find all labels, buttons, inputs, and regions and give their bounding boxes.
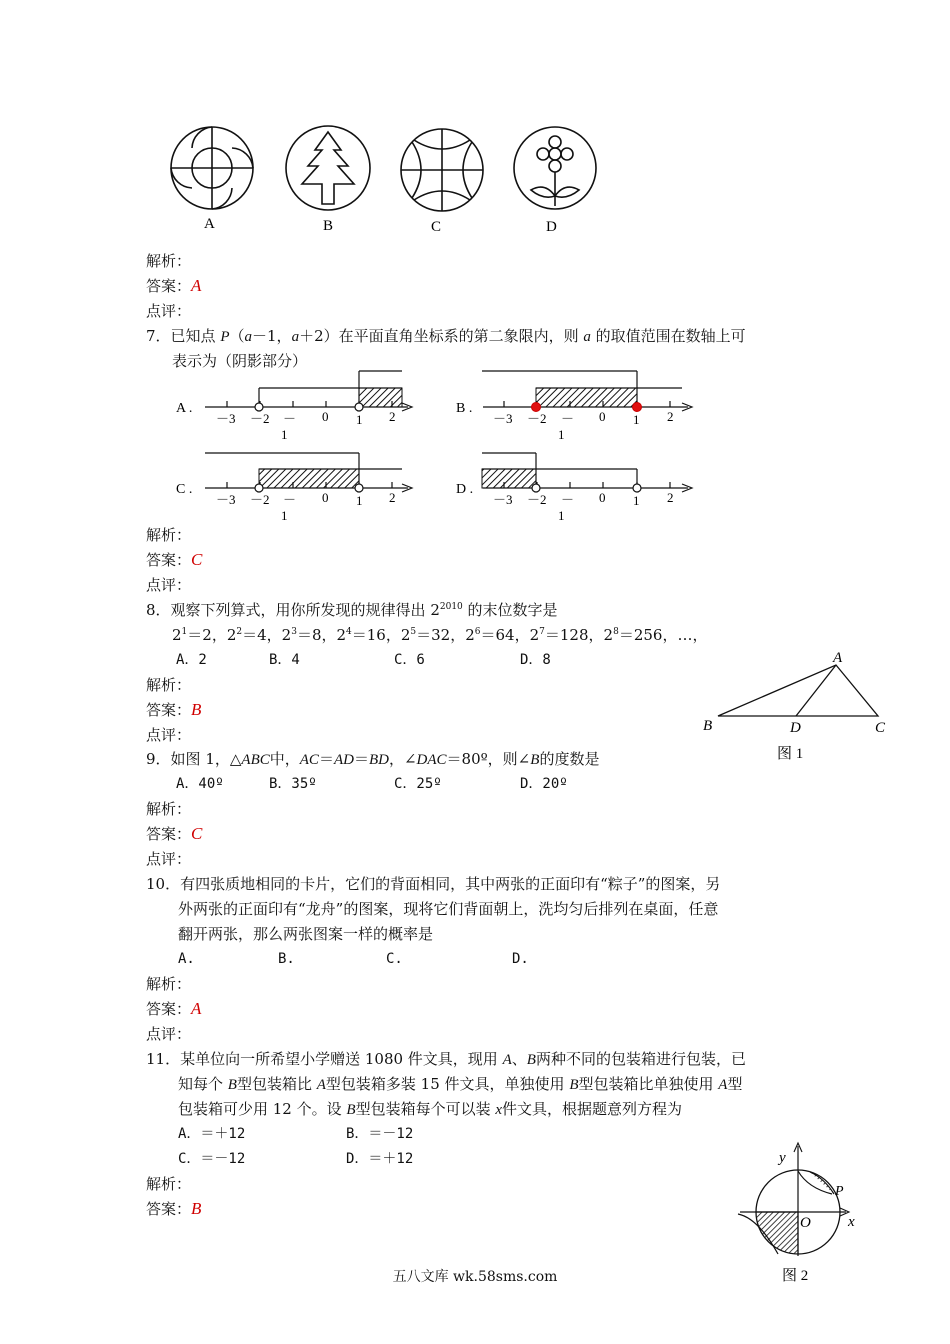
q11-analysis-label: 解析：	[146, 1175, 192, 1193]
q10-option-c: C.	[386, 951, 403, 967]
svg-text:2: 2	[389, 490, 396, 505]
figure-label-c: C	[431, 219, 442, 235]
answer-label: 答案：	[146, 701, 192, 719]
svg-text:2: 2	[389, 409, 396, 424]
q11-option-b: B．＝－12	[346, 1126, 414, 1142]
q10-option-b: B.	[278, 951, 295, 967]
svg-text:1: 1	[356, 493, 363, 508]
q6-analysis-label: 解析：	[146, 252, 192, 270]
q8-sequence-term: $2^6=64$，	[465, 626, 530, 644]
svg-text:－2: －2	[250, 492, 270, 507]
q7-option-b-numberline	[456, 371, 692, 442]
q8-answer: B	[191, 700, 202, 719]
svg-text:1: 1	[356, 412, 363, 427]
q7-stem-line1: 7．已知点 P（a－1，a＋2）在平面直角坐标系的第二象限内，则 a 的取值范围在数轴上可	[146, 327, 746, 345]
q8-option-a: A．2	[176, 652, 207, 668]
svg-text:0: 0	[599, 490, 606, 505]
svg-text:0: 0	[322, 490, 329, 505]
q8-option-d: D．8	[520, 652, 551, 668]
q10-analysis-label: 解析：	[146, 975, 192, 993]
q8-stem: 8．观察下列算式，用你所发现的规律得出 $2^{2010}$ 的末位数字是	[146, 601, 558, 619]
figure-c-arcs	[401, 129, 483, 211]
q8-sequence-term: $2^8=256$，…，	[603, 626, 708, 644]
svg-text:1: 1	[558, 508, 565, 523]
q8-sequence-term: $2^5=32$，	[400, 626, 466, 644]
fig2-caption: 图 2	[782, 1268, 809, 1284]
q11-stem-line2: 知每个 B型包装箱比 A型包装箱多装 15 件文具，单独使用 B型包装箱比单独使用 A型	[178, 1075, 743, 1093]
fig2-label-o: O	[800, 1215, 811, 1231]
q11-option-c: C．＝－12	[178, 1151, 246, 1167]
q7-answer: C	[191, 550, 203, 569]
q7-option-b-label: B .	[456, 401, 473, 416]
svg-text:1: 1	[281, 427, 288, 442]
q8-analysis-label: 解析：	[146, 676, 192, 694]
fig2-label-p: P	[835, 1184, 844, 1199]
fig1-label-c: C	[875, 720, 886, 736]
svg-text:2: 2	[667, 409, 674, 424]
svg-text:0: 0	[322, 409, 329, 424]
q9-option-a: A．40º	[176, 776, 224, 792]
q9-answer: C	[191, 824, 203, 843]
q10-stem-line1: 10．有四张质地相同的卡片，它们的背面相同，其中两张的正面印有“粽子”的图案，另	[146, 875, 721, 893]
q8-option-b: B．4	[269, 652, 300, 668]
svg-text:－3: －3	[493, 492, 513, 507]
svg-text:－: －	[561, 492, 575, 507]
fig2-label-y: y	[779, 1150, 786, 1166]
answer-label: 答案：	[146, 277, 192, 295]
q9-option-b: B．35º	[269, 776, 317, 792]
q11-stem-line3: 包装箱可少用 12 个。设 B型包装箱每个可以装 x件文具，根据题意列方程为	[178, 1100, 683, 1118]
q6-answer-row	[146, 277, 201, 295]
q7-option-c-label: C .	[176, 482, 193, 497]
q6-comment-label: 点评：	[146, 302, 192, 320]
q6-answer: A	[191, 276, 202, 295]
svg-text:－2: －2	[527, 492, 547, 507]
q10-stem-line3: 翻开两张，那么两张图案一样的概率是	[178, 925, 434, 943]
figure-label-a: A	[204, 216, 215, 232]
svg-text:－2: －2	[250, 411, 270, 426]
figure-label-b: B	[323, 218, 334, 234]
svg-text:－: －	[561, 411, 575, 426]
figure-a-pinwheel	[171, 127, 253, 209]
q9-analysis-label: 解析：	[146, 800, 192, 818]
svg-text:－3: －3	[216, 411, 236, 426]
figure-b-tree	[286, 126, 370, 210]
q8-sequence-term: $2^1=2$，	[172, 626, 227, 644]
q10-comment-label: 点评：	[146, 1025, 192, 1043]
figure-d-flower	[514, 127, 596, 209]
q10-option-a: A.	[178, 951, 195, 967]
svg-text:1: 1	[633, 493, 640, 508]
svg-text:0: 0	[599, 409, 606, 424]
svg-text:2: 2	[667, 490, 674, 505]
svg-text:1: 1	[558, 427, 565, 442]
answer-label: 答案：	[146, 825, 192, 843]
q8-comment-label: 点评：	[146, 726, 192, 744]
svg-text:1: 1	[281, 508, 288, 523]
q7-number-lines	[170, 365, 710, 530]
fig1-caption: 图 1	[777, 746, 804, 762]
q8-sequence-term: $2^2=4$，	[226, 626, 282, 644]
page-footer: 五八文库 wk.58sms.com	[392, 1269, 558, 1285]
q7-option-c-numberline	[176, 453, 412, 523]
q7-option-d-numberline	[456, 453, 692, 523]
q7-answer-row	[146, 551, 202, 569]
svg-text:－: －	[283, 492, 297, 507]
answer-label: 答案：	[146, 1200, 192, 1218]
q11-option-d: D．＝＋12	[346, 1151, 414, 1167]
q8-sequence-term: $2^3=8$，	[281, 626, 337, 644]
q11-option-a: A．＝＋12	[178, 1126, 246, 1142]
answer-label: 答案：	[146, 551, 192, 569]
svg-text:－: －	[283, 411, 297, 426]
q8-answer-row	[146, 701, 201, 719]
q7-option-a-numberline	[176, 371, 412, 442]
svg-text:－2: －2	[527, 411, 547, 426]
fig2-label-x: x	[848, 1214, 855, 1230]
q10-stem-line2: 外两张的正面印有“龙舟”的图案，现将它们背面朝上，洗均匀后排列在桌面，任意	[178, 900, 719, 918]
fig1-label-d: D	[790, 720, 801, 736]
figure-label-d: D	[546, 219, 557, 235]
q9-answer-row	[146, 825, 202, 843]
q9-option-d: D．20º	[520, 776, 568, 792]
q11-answer-row	[146, 1200, 201, 1218]
q7-analysis-label: 解析：	[146, 526, 192, 544]
svg-text:－3: －3	[216, 492, 236, 507]
q7-stem-line2: 表示为（阴影部分）	[172, 352, 308, 370]
q9-comment-label: 点评：	[146, 850, 192, 868]
q8-option-c: C．6	[394, 652, 425, 668]
fig1-label-b: B	[703, 718, 713, 734]
q8-sequence-term: $2^7=128$，	[529, 626, 604, 644]
q7-comment-label: 点评：	[146, 576, 192, 594]
q11-stem-line1: 11．某单位向一所希望小学赠送 1080 件文具，现用 A、B两种不同的包装箱进行包装，已	[146, 1050, 746, 1068]
svg-text:－3: －3	[493, 411, 513, 426]
q10-answer: A	[191, 999, 202, 1018]
q11-answer: B	[191, 1199, 202, 1218]
q9-stem: 9．如图 1，△ABC中，AC＝AD＝BD，∠DAC＝80º，则∠B的度数是	[146, 750, 600, 768]
q7-option-a-label: A .	[176, 401, 193, 416]
q6-figures	[160, 118, 610, 238]
fig1-label-a: A	[833, 650, 843, 666]
answer-label: 答案：	[146, 1000, 192, 1018]
svg-text:1: 1	[633, 412, 640, 427]
q8-sequence-term: $2^4=16$，	[336, 626, 401, 644]
figure-1-triangle	[696, 646, 896, 766]
q7-option-d-label: D .	[456, 482, 474, 497]
q10-answer-row	[146, 1000, 201, 1018]
q8-sequence	[172, 626, 707, 644]
q9-option-c: C．25º	[394, 776, 442, 792]
q10-option-d: D.	[512, 951, 529, 967]
